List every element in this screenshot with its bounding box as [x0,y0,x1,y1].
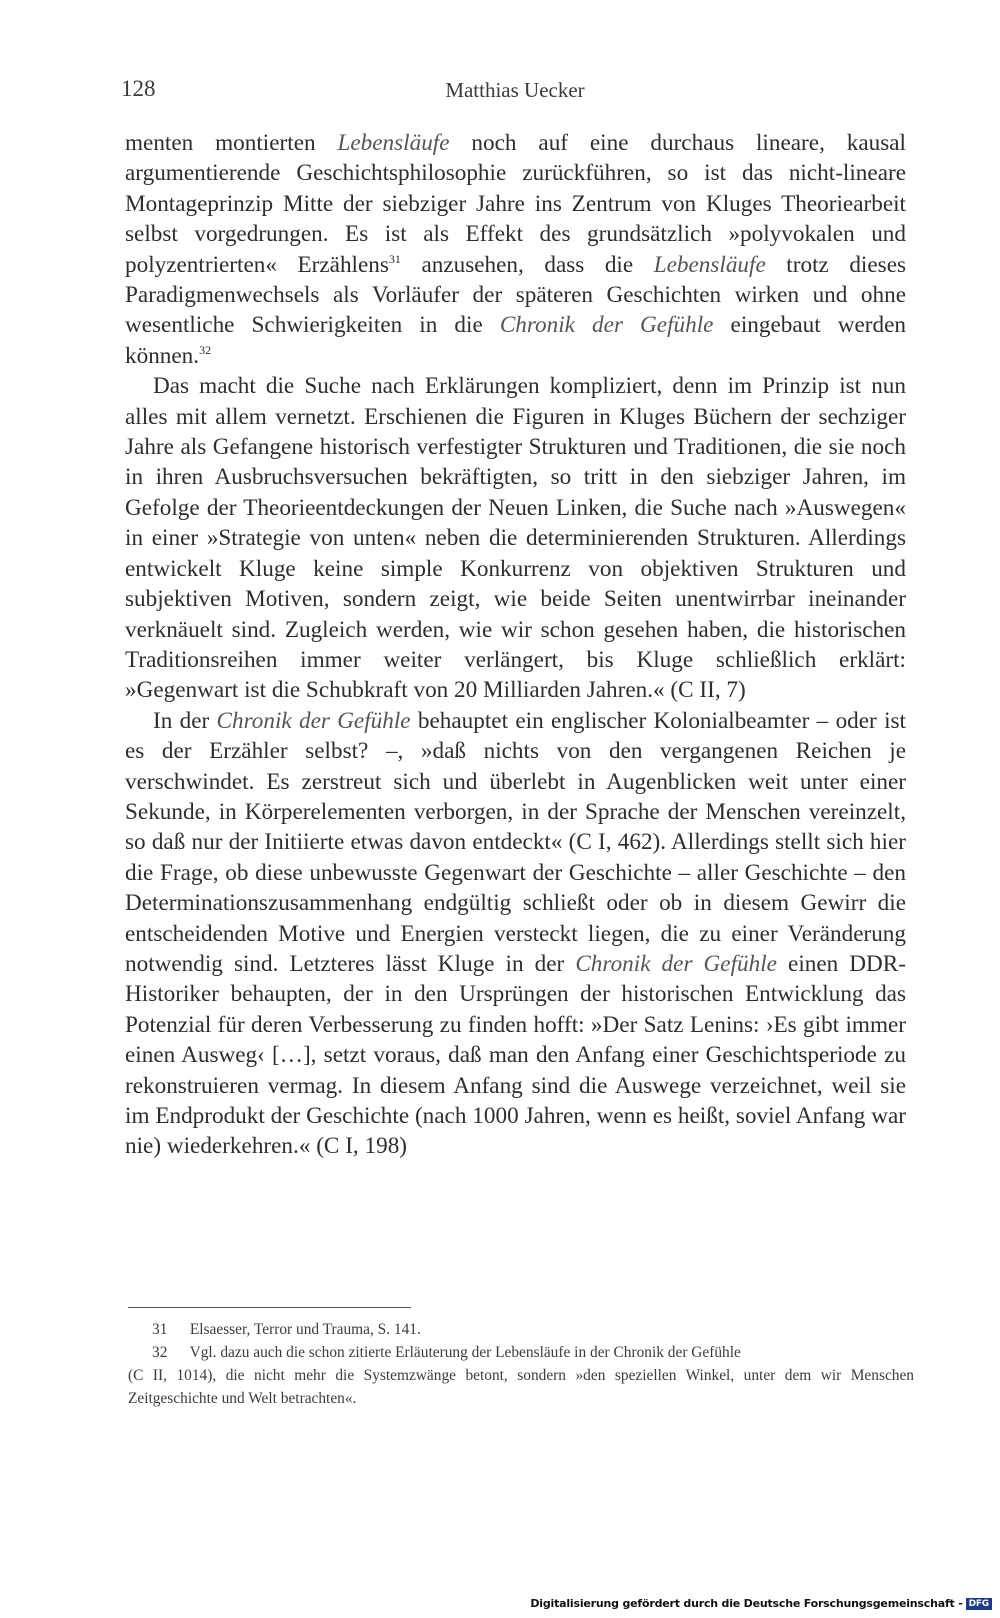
text-run: behauptet ein englischer Kolonialbeamter – oder ist es der Erzähler selbst? –, »daß nichts von den vergangenen Reichen je verschwindet. Es zerstreut sich und überlebt in Augenblicken weit unter einer Sekunde, in Körperelementen verborgen, in der Sprache der Menschen vereinzelt, so daß nur der Initiierte etwas davon entdeckt« (C I, 462). Allerdings stellt sich hier die Frage, ob diese unbewusste Gegenwart der Geschichte – aller Geschichte – den Determinationszusammenhang endgültig schließt oder ob in diesem Gewirr die entscheidenden Motive und Energien versteckt liegen, die zu einer Veränderung notwendig sind. Letzteres lässt Kluge in der [125,707,906,977]
text-run: anzusehen, dass die [400,251,654,278]
text-run: In der [153,707,217,734]
text-run: einen DDR-Historiker behaupten, der in den Ursprüngen der historischen Entwicklung das Potenzial für deren Verbesserung zu finden hofft: »Der Satz Lenins: ›Es gibt immer einen Ausweg‹ […], setzt voraus, daß man den Anfang einer Geschichtsperiode zu rekonstruieren vermag. In diesem Anfang sind die Auswege verzeichnet, weil sie im Endprodukt der Geschichte (nach 1000 Jahren, wenn es heißt, soviel Anfang war nie) wiederkehren.« (C I, 198) [125,950,906,1160]
text-run: trotz dieses Paradigmenwechsels als Vorläufer der späteren Geschichten wirken und ohne wesentliche Schwierigkeiten in die [125,251,907,339]
digitization-banner [530,1597,992,1610]
footnote-ref-32[interactable]: 32 [199,342,212,357]
text-run: menten montierten [125,130,338,156]
footnote-text: Vgl. dazu auch die schon zitierte Erläuterung der Lebensläufe in der Chronik der Gefühle [189,1344,741,1361]
italic-title: Lebensläufe [337,130,450,156]
page-number: 128 [121,76,156,101]
banner-text: Digitalisierung gefördert durch die Deutsche Forschungsgemeinschaft - [530,1597,963,1610]
text-run: noch auf eine durchaus lineare, kausal argumentierende Geschichtsphilosophie zurückführen, so ist das nicht-lineare Montageprinzip Mitte der siebziger Jahre ins Zentrum von Kluges Theoriearbeit selbst vorgedrungen. Es ist als Effekt des grundsätzlich »polyvokalen und polyzentrierten« Erzählens [125,130,906,278]
paragraph-1 [125,128,906,371]
footnote-number: 31 [152,1321,168,1338]
footnote-31 [128,1318,914,1341]
footnote-ref-31[interactable]: 31 [388,251,401,266]
footnote-32 [128,1341,914,1364]
italic-title: Chronik der Gefühle [499,312,714,339]
paragraph-2: Das macht die Suche nach Erklärungen kompliziert, denn im Prinzip ist nun alles mit allem vernetzt. Erschienen die Figuren in Kluges Büchern der sechziger Jahre als Gefangene historisch verfestigter Strukturen und Traditionen, die sie noch in ihren Ausbruchsversuchen bekräftigten, so tritt in den siebziger Jahren, im Gefolge der Theorieentdeckungen der Neuen Linken, die Suche nach »Auswegen« in einer »Strategie von unten« neben die determinierenden Strukturen. Allerdings entwickelt Kluge keine simple Konkurrenz von objektiven Strukturen und subjektiven Motiven, sondern zeigt, wie beide Seiten unentwirrbar ineinander verknäuelt sind. Zugleich werden, wie wir schon gesehen haben, die historischen Traditionsreihen immer weiter verlängert, bis Kluge schließlich erklärt: »Gegenwart ist die Schubkraft von 20 Milliarden Jahren.« (C II, 7) [125,373,906,704]
footnote-text: Elsaesser, Terror und Trauma, S. 141. [189,1321,421,1338]
footnote-number: 32 [152,1344,168,1361]
italic-title: Lebensläufe [653,251,766,278]
italic-title: Chronik der Gefühle [216,707,411,734]
text-run: eingebaut werden können. [125,312,906,369]
footnotes [128,1318,914,1410]
dfg-logo: DFG [966,1598,992,1610]
italic-title: Chronik der Gefühle [575,950,777,977]
paragraph-3 [125,706,906,1162]
running-head: Matthias Uecker [445,78,585,102]
footnote-separator [128,1307,411,1308]
footnote-32-continued: (C II, 1014), die nicht mehr die Systemzwänge betont, sondern »den speziellen Winkel, unter dem wir Menschen Zeitgeschichte und Welt betrachten«. [128,1367,914,1407]
body-text [125,128,906,1162]
